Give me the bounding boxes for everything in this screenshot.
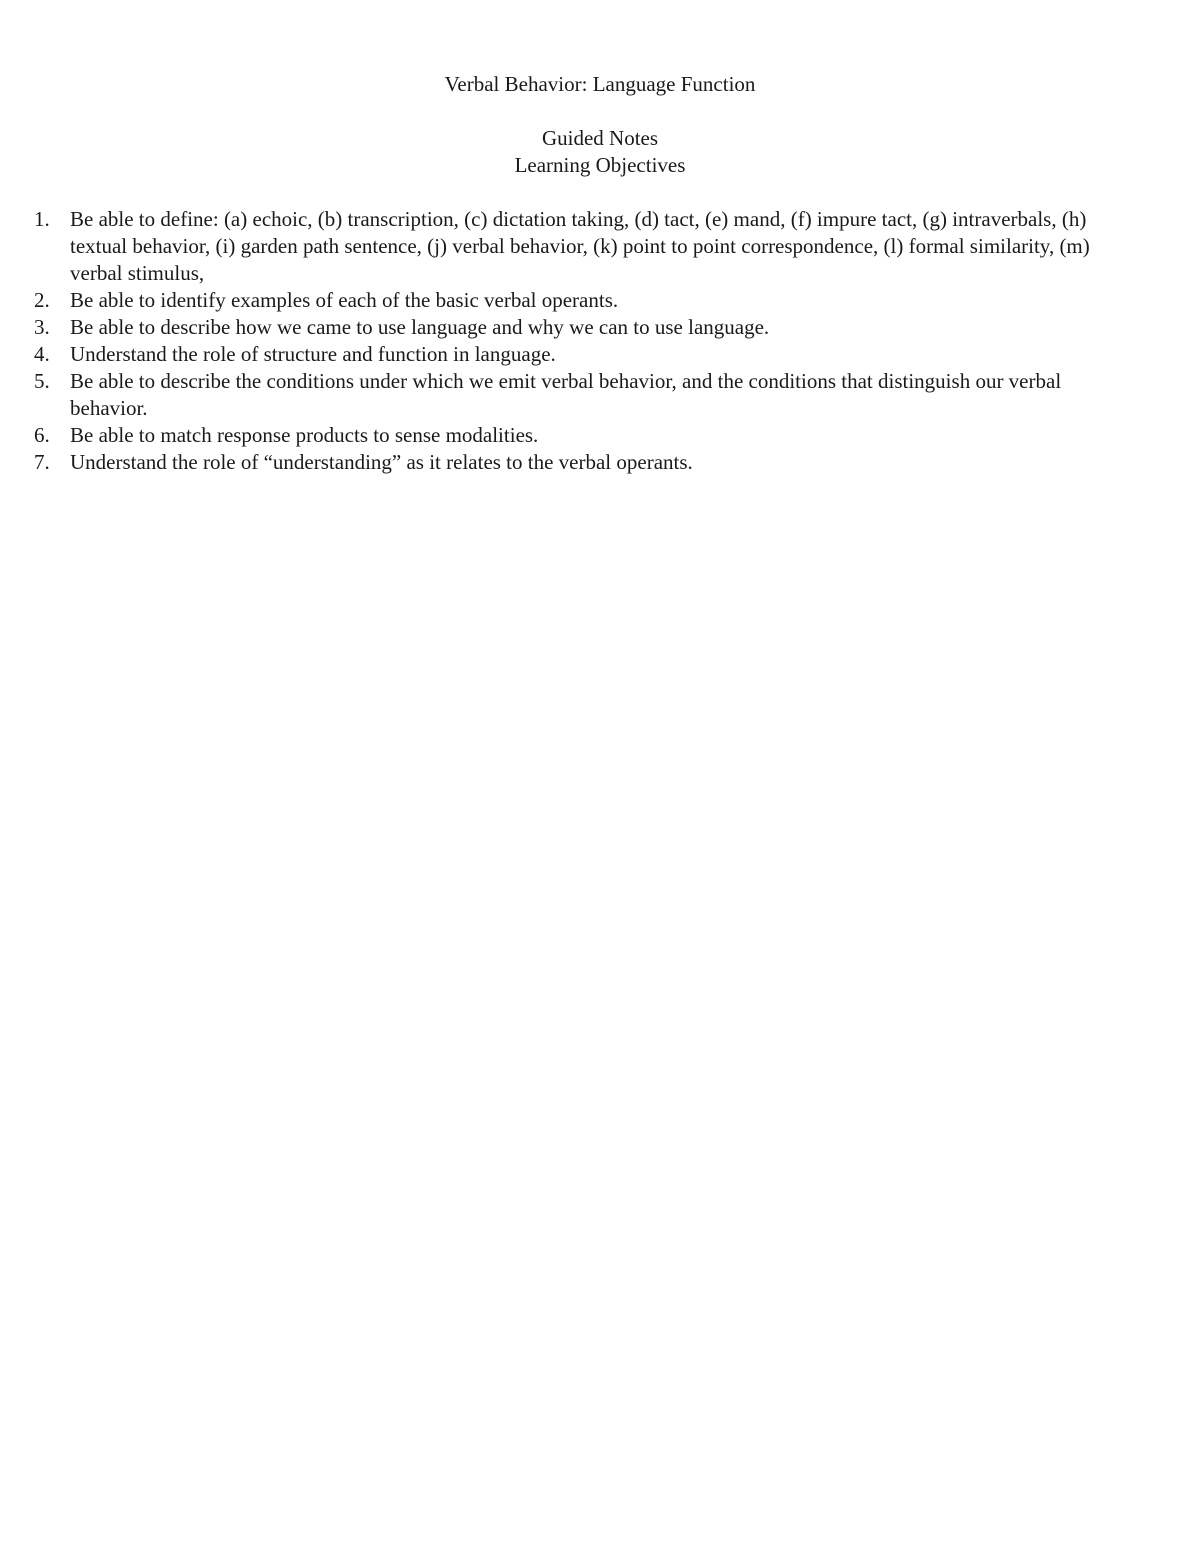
list-item-number: 5. — [34, 369, 50, 393]
list-item — [0, 449, 1200, 476]
list-item-number: 2. — [34, 288, 50, 312]
list-item-text: Be able to define: (a) echoic, (b) transcription, (c) dictation taking, (d) tact, (e) mand, (f) impure tact, (g) intraverbals, (h) textual behavior, (i) garden path sentence, (j) verbal behavior, (k) point to point correspondence, (l) formal similarity, (m) verbal stimulus, — [70, 207, 1090, 285]
list-item — [0, 206, 1200, 287]
list-item — [0, 287, 1200, 314]
section-heading: Learning Objectives — [514, 153, 686, 177]
page-title: Verbal Behavior: Language Function — [444, 72, 756, 96]
list-item — [0, 341, 1200, 368]
list-item-text: Be able to identify examples of each of the basic verbal operants. — [70, 288, 619, 312]
list-item — [0, 368, 1200, 422]
page-subtitle: Guided Notes — [541, 126, 659, 150]
list-item-number: 6. — [34, 423, 50, 447]
list-item-number: 1. — [34, 207, 50, 231]
list-item-number: 3. — [34, 315, 50, 339]
list-item-text: Be able to match response products to sense modalities. — [70, 423, 539, 447]
list-item — [0, 422, 1200, 449]
list-item-text: Be able to describe the conditions under which we emit verbal behavior, and the conditions that distinguish our verbal behavior. — [70, 369, 1062, 420]
list-item-number: 7. — [34, 450, 50, 474]
list-item-text: Understand the role of structure and function in language. — [70, 342, 556, 366]
objectives-list — [0, 206, 1200, 476]
list-item-number: 4. — [34, 342, 50, 366]
list-item-text: Be able to describe how we came to use language and why we can to use language. — [70, 315, 770, 339]
list-item-text: Understand the role of “understanding” as it relates to the verbal operants. — [70, 450, 693, 474]
list-item — [0, 314, 1200, 341]
